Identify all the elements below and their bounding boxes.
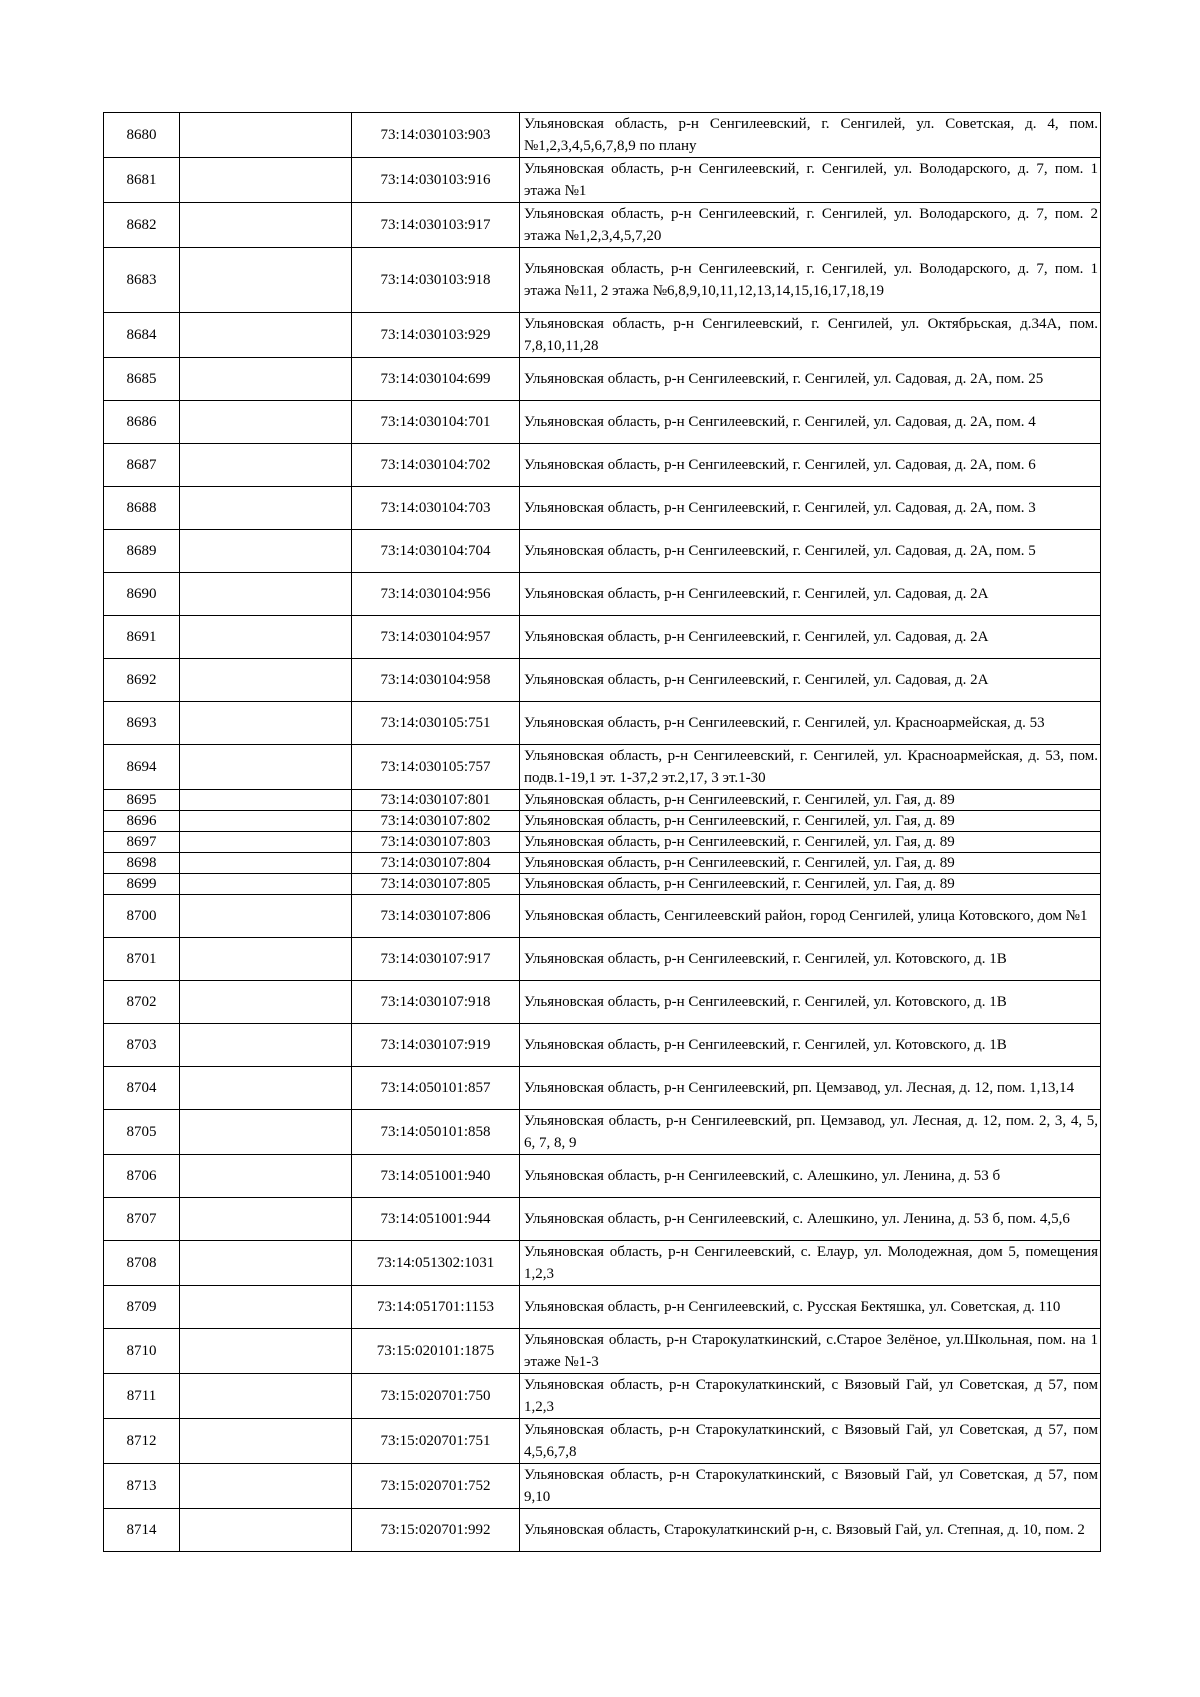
cadastral-number-cell: 73:14:030104:956 (352, 573, 520, 616)
address-cell: Ульяновская область, р-н Сенгилеевский, г. Сенгилей, ул. Котовского, д. 1В (520, 938, 1101, 981)
address-cell: Ульяновская область, р-н Сенгилеевский, г. Сенгилей, ул. Гая, д. 89 (520, 790, 1101, 811)
owner-cell (180, 203, 352, 248)
owner-cell (180, 790, 352, 811)
owner-cell (180, 530, 352, 573)
owner-cell (180, 811, 352, 832)
table-row (104, 1067, 1101, 1110)
table-row (104, 1024, 1101, 1067)
owner-cell (180, 313, 352, 358)
row-number-cell: 8680 (104, 113, 180, 158)
address-cell: Ульяновская область, р-н Старокулаткинский, с.Старое Зелёное, ул.Школьная, пом. на 1 этаже №1-3 (520, 1329, 1101, 1374)
cadastral-number-cell: 73:14:030103:916 (352, 158, 520, 203)
cadastral-number-cell: 73:14:030104:958 (352, 659, 520, 702)
address-cell: Ульяновская область, р-н Сенгилеевский, г. Сенгилей, ул. Садовая, д. 2А, пом. 5 (520, 530, 1101, 573)
owner-cell (180, 1067, 352, 1110)
cadastral-number-cell: 73:15:020701:752 (352, 1464, 520, 1509)
owner-cell (180, 853, 352, 874)
table-row (104, 811, 1101, 832)
owner-cell (180, 938, 352, 981)
row-number-cell: 8693 (104, 702, 180, 745)
table-row (104, 1155, 1101, 1198)
row-number-cell: 8689 (104, 530, 180, 573)
row-number-cell: 8700 (104, 895, 180, 938)
address-cell: Ульяновская область, р-н Сенгилеевский, г. Сенгилей, ул. Красноармейская, д. 53 (520, 702, 1101, 745)
row-number-cell: 8699 (104, 874, 180, 895)
address-cell: Ульяновская область, р-н Сенгилеевский, г. Сенгилей, ул. Октябрьская, д.34А, пом. 7,8,10,11,28 (520, 313, 1101, 358)
row-number-cell: 8692 (104, 659, 180, 702)
row-number-cell: 8691 (104, 616, 180, 659)
row-number-cell: 8701 (104, 938, 180, 981)
row-number-cell: 8705 (104, 1110, 180, 1155)
address-cell: Ульяновская область, р-н Сенгилеевский, с. Алешкино, ул. Ленина, д. 53 б (520, 1155, 1101, 1198)
cadastral-number-cell: 73:14:050101:857 (352, 1067, 520, 1110)
property-register-table (103, 112, 1101, 1552)
row-number-cell: 8714 (104, 1509, 180, 1552)
table-row (104, 487, 1101, 530)
owner-cell (180, 401, 352, 444)
cadastral-number-cell: 73:14:051001:940 (352, 1155, 520, 1198)
address-cell: Ульяновская область, р-н Сенгилеевский, с. Русская Бектяшка, ул. Советская, д. 110 (520, 1286, 1101, 1329)
owner-cell (180, 659, 352, 702)
cadastral-number-cell: 73:14:030103:929 (352, 313, 520, 358)
row-number-cell: 8681 (104, 158, 180, 203)
owner-cell (180, 444, 352, 487)
address-cell: Ульяновская область, Старокулаткинский р-н, с. Вязовый Гай, ул. Степная, д. 10, пом. 2 (520, 1509, 1101, 1552)
cadastral-number-cell: 73:14:030107:919 (352, 1024, 520, 1067)
owner-cell (180, 248, 352, 313)
address-cell: Ульяновская область, р-н Сенгилеевский, г. Сенгилей, ул. Садовая, д. 2А, пом. 6 (520, 444, 1101, 487)
row-number-cell: 8685 (104, 358, 180, 401)
owner-cell (180, 113, 352, 158)
table-row (104, 1286, 1101, 1329)
table-row (104, 702, 1101, 745)
table-row (104, 616, 1101, 659)
cadastral-number-cell: 73:14:030107:802 (352, 811, 520, 832)
cadastral-number-cell: 73:15:020101:1875 (352, 1329, 520, 1374)
owner-cell (180, 1329, 352, 1374)
cadastral-number-cell: 73:14:051001:944 (352, 1198, 520, 1241)
owner-cell (180, 702, 352, 745)
address-cell: Ульяновская область, р-н Сенгилеевский, г. Сенгилей, ул. Садовая, д. 2А, пом. 4 (520, 401, 1101, 444)
address-cell: Ульяновская область, р-н Сенгилеевский, г. Сенгилей, ул. Котовского, д. 1В (520, 1024, 1101, 1067)
row-number-cell: 8713 (104, 1464, 180, 1509)
owner-cell (180, 1286, 352, 1329)
table-row (104, 1241, 1101, 1286)
owner-cell (180, 158, 352, 203)
owner-cell (180, 1155, 352, 1198)
address-cell: Ульяновская область, р-н Сенгилеевский, г. Сенгилей, ул. Красноармейская, д. 53, пом. подв.1-19,1 эт. 1-37,2 эт.2,17, 3 эт.1-30 (520, 745, 1101, 790)
table-row (104, 1464, 1101, 1509)
cadastral-number-cell: 73:14:030107:804 (352, 853, 520, 874)
address-cell: Ульяновская область, р-н Сенгилеевский, г. Сенгилей, ул. Гая, д. 89 (520, 874, 1101, 895)
cadastral-number-cell: 73:15:020701:751 (352, 1419, 520, 1464)
row-number-cell: 8682 (104, 203, 180, 248)
row-number-cell: 8708 (104, 1241, 180, 1286)
address-cell: Ульяновская область, р-н Старокулаткинский, с Вязовый Гай, ул Советская, д 57, пом 4,5,6,7,8 (520, 1419, 1101, 1464)
table-row (104, 203, 1101, 248)
owner-cell (180, 1374, 352, 1419)
row-number-cell: 8690 (104, 573, 180, 616)
table-row (104, 1374, 1101, 1419)
address-cell: Ульяновская область, р-н Сенгилеевский, г. Сенгилей, ул. Гая, д. 89 (520, 853, 1101, 874)
cadastral-number-cell: 73:14:030107:918 (352, 981, 520, 1024)
table-row (104, 790, 1101, 811)
table-row (104, 248, 1101, 313)
row-number-cell: 8703 (104, 1024, 180, 1067)
document-page (103, 112, 1100, 1552)
table-row (104, 832, 1101, 853)
owner-cell (180, 616, 352, 659)
row-number-cell: 8704 (104, 1067, 180, 1110)
owner-cell (180, 981, 352, 1024)
address-cell: Ульяновская область, р-н Сенгилеевский, г. Сенгилей, ул. Садовая, д. 2А, пом. 3 (520, 487, 1101, 530)
row-number-cell: 8694 (104, 745, 180, 790)
owner-cell (180, 1509, 352, 1552)
table-row (104, 659, 1101, 702)
address-cell: Ульяновская область, р-н Сенгилеевский, г. Сенгилей, ул. Советская, д. 4, пом. №1,2,3,4,5,6,7,8,9 по плану (520, 113, 1101, 158)
address-cell: Ульяновская область, р-н Сенгилеевский, г. Сенгилей, ул. Гая, д. 89 (520, 811, 1101, 832)
address-cell: Ульяновская область, р-н Сенгилеевский, г. Сенгилей, ул. Володарского, д. 7, пом. 1 этажа №1 (520, 158, 1101, 203)
row-number-cell: 8710 (104, 1329, 180, 1374)
cadastral-number-cell: 73:14:030107:803 (352, 832, 520, 853)
cadastral-number-cell: 73:14:030107:801 (352, 790, 520, 811)
row-number-cell: 8695 (104, 790, 180, 811)
owner-cell (180, 895, 352, 938)
address-cell: Ульяновская область, р-н Старокулаткинский, с Вязовый Гай, ул Советская, д 57, пом 1,2,3 (520, 1374, 1101, 1419)
owner-cell (180, 358, 352, 401)
cadastral-number-cell: 73:14:051701:1153 (352, 1286, 520, 1329)
cadastral-number-cell: 73:14:030104:704 (352, 530, 520, 573)
address-cell: Ульяновская область, р-н Сенгилеевский, с. Алешкино, ул. Ленина, д. 53 б, пом. 4,5,6 (520, 1198, 1101, 1241)
table-row (104, 895, 1101, 938)
owner-cell (180, 1110, 352, 1155)
table-row (104, 113, 1101, 158)
owner-cell (180, 573, 352, 616)
table-row (104, 1329, 1101, 1374)
owner-cell (180, 487, 352, 530)
owner-cell (180, 874, 352, 895)
cadastral-number-cell: 73:14:030103:918 (352, 248, 520, 313)
cadastral-number-cell: 73:14:030104:701 (352, 401, 520, 444)
row-number-cell: 8702 (104, 981, 180, 1024)
row-number-cell: 8683 (104, 248, 180, 313)
table-row (104, 530, 1101, 573)
cadastral-number-cell: 73:14:030107:805 (352, 874, 520, 895)
row-number-cell: 8686 (104, 401, 180, 444)
table-row (104, 981, 1101, 1024)
address-cell: Ульяновская область, р-н Сенгилеевский, г. Сенгилей, ул. Садовая, д. 2А (520, 616, 1101, 659)
table-row (104, 444, 1101, 487)
table-row (104, 1419, 1101, 1464)
cadastral-number-cell: 73:14:030103:903 (352, 113, 520, 158)
row-number-cell: 8711 (104, 1374, 180, 1419)
cadastral-number-cell: 73:14:030103:917 (352, 203, 520, 248)
address-cell: Ульяновская область, р-н Сенгилеевский, г. Сенгилей, ул. Володарского, д. 7, пом. 2 этажа №1,2,3,4,5,7,20 (520, 203, 1101, 248)
row-number-cell: 8698 (104, 853, 180, 874)
address-cell: Ульяновская область, р-н Сенгилеевский, г. Сенгилей, ул. Садовая, д. 2А (520, 659, 1101, 702)
row-number-cell: 8697 (104, 832, 180, 853)
owner-cell (180, 745, 352, 790)
cadastral-number-cell: 73:15:020701:992 (352, 1509, 520, 1552)
table-row (104, 853, 1101, 874)
table-row (104, 1198, 1101, 1241)
table-row (104, 401, 1101, 444)
address-cell: Ульяновская область, р-н Сенгилеевский, рп. Цемзавод, ул. Лесная, д. 12, пом. 2, 3, 4, 5, 6, 7, 8, 9 (520, 1110, 1101, 1155)
address-cell: Ульяновская область, р-н Сенгилеевский, г. Сенгилей, ул. Гая, д. 89 (520, 832, 1101, 853)
cadastral-number-cell: 73:14:030105:751 (352, 702, 520, 745)
table-row (104, 938, 1101, 981)
cadastral-number-cell: 73:14:030107:917 (352, 938, 520, 981)
address-cell: Ульяновская область, р-н Сенгилеевский, г. Сенгилей, ул. Котовского, д. 1В (520, 981, 1101, 1024)
address-cell: Ульяновская область, р-н Сенгилеевский, г. Сенгилей, ул. Садовая, д. 2А (520, 573, 1101, 616)
table-row (104, 1110, 1101, 1155)
owner-cell (180, 1241, 352, 1286)
address-cell: Ульяновская область, Сенгилеевский район, город Сенгилей, улица Котовского, дом №1 (520, 895, 1101, 938)
address-cell: Ульяновская область, р-н Сенгилеевский, рп. Цемзавод, ул. Лесная, д. 12, пом. 1,13,14 (520, 1067, 1101, 1110)
table-row (104, 745, 1101, 790)
table-row (104, 1509, 1101, 1552)
cadastral-number-cell: 73:14:030104:957 (352, 616, 520, 659)
row-number-cell: 8706 (104, 1155, 180, 1198)
cadastral-number-cell: 73:14:030107:806 (352, 895, 520, 938)
owner-cell (180, 1464, 352, 1509)
table-row (104, 313, 1101, 358)
row-number-cell: 8712 (104, 1419, 180, 1464)
row-number-cell: 8707 (104, 1198, 180, 1241)
cadastral-number-cell: 73:14:030105:757 (352, 745, 520, 790)
row-number-cell: 8687 (104, 444, 180, 487)
table-row (104, 158, 1101, 203)
owner-cell (180, 1024, 352, 1067)
cadastral-number-cell: 73:14:030104:699 (352, 358, 520, 401)
table-row (104, 358, 1101, 401)
row-number-cell: 8684 (104, 313, 180, 358)
table-row (104, 573, 1101, 616)
row-number-cell: 8696 (104, 811, 180, 832)
table-row (104, 874, 1101, 895)
owner-cell (180, 1198, 352, 1241)
cadastral-number-cell: 73:14:050101:858 (352, 1110, 520, 1155)
address-cell: Ульяновская область, р-н Сенгилеевский, с. Елаур, ул. Молодежная, дом 5, помещения 1,2,3 (520, 1241, 1101, 1286)
row-number-cell: 8709 (104, 1286, 180, 1329)
cadastral-number-cell: 73:15:020701:750 (352, 1374, 520, 1419)
owner-cell (180, 1419, 352, 1464)
address-cell: Ульяновская область, р-н Сенгилеевский, г. Сенгилей, ул. Володарского, д. 7, пом. 1 этажа №11, 2 этажа №6,8,9,10,11,12,13,14,15,16,17,18,19 (520, 248, 1101, 313)
cadastral-number-cell: 73:14:030104:703 (352, 487, 520, 530)
row-number-cell: 8688 (104, 487, 180, 530)
address-cell: Ульяновская область, р-н Старокулаткинский, с Вязовый Гай, ул Советская, д 57, пом 9,10 (520, 1464, 1101, 1509)
cadastral-number-cell: 73:14:051302:1031 (352, 1241, 520, 1286)
table-body (104, 113, 1101, 1552)
cadastral-number-cell: 73:14:030104:702 (352, 444, 520, 487)
address-cell: Ульяновская область, р-н Сенгилеевский, г. Сенгилей, ул. Садовая, д. 2А, пом. 25 (520, 358, 1101, 401)
owner-cell (180, 832, 352, 853)
